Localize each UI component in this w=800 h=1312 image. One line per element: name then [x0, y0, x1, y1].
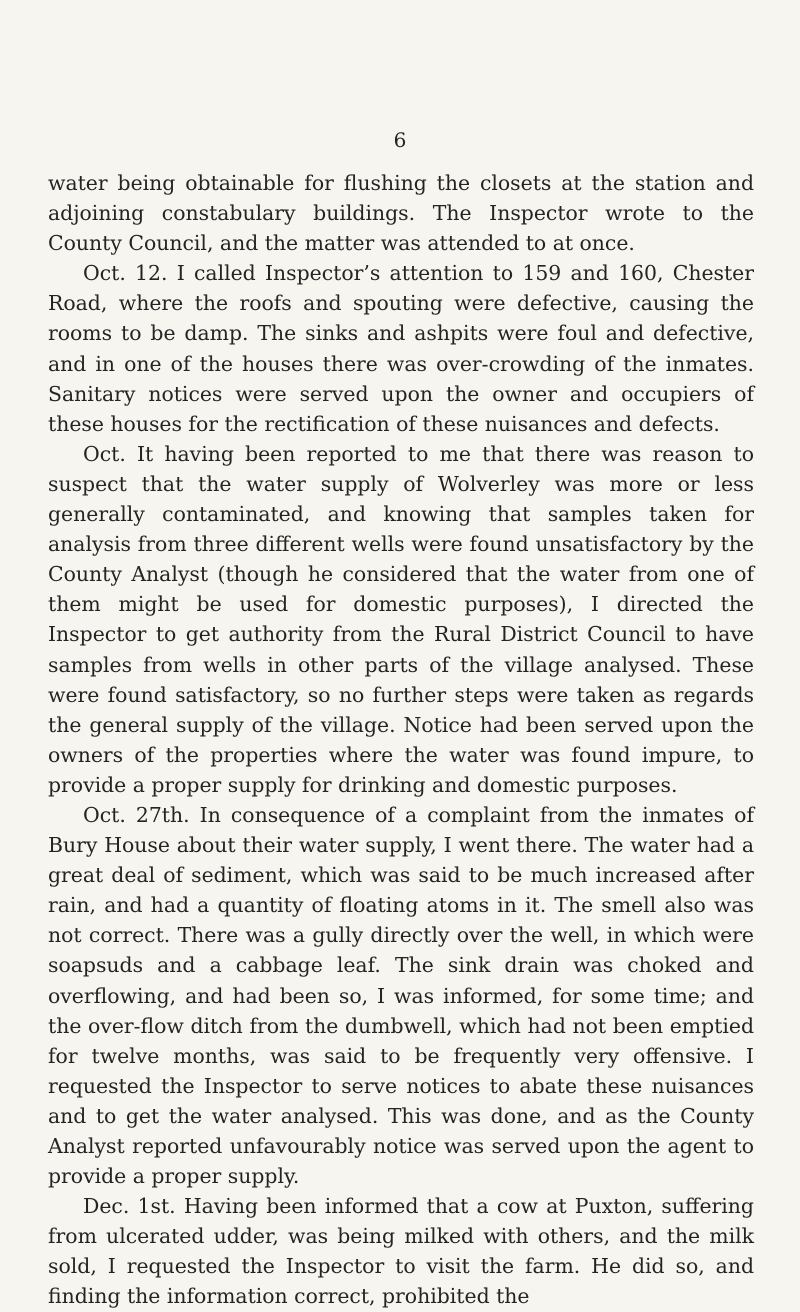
- body-text: [48, 168, 754, 1312]
- paragraph-oct-wolverley: Oct. It having been reported to me that there was reason to suspect that the water supply of Wolverley was more or less generally contaminated, and knowing that samples taken for analysis from three different wells were found unsatisfactory by the County Analyst (though he considered that the water from one of them might be used for domestic purposes), I directed the Inspector to get authority from the Rural District Council to have samples from wells in other parts of the village analysed. These were found satisfactory, so no further steps were taken as regards the general supply of the village. Notice had been served upon the owners of the properties where the water was found impure, to provide a proper supply for drinking and domestic purposes.: [48, 441, 754, 797]
- paragraph-dec-1st: Dec. 1st. Having been informed that a cow at Puxton, suffering from ulcerated udder, was being milked with others, and the milk sold, I requested the Inspector to visit the farm. He did so, and finding the information correct, prohibited the: [48, 1194, 754, 1309]
- paragraph-oct-27th: Oct. 27th. In consequence of a complaint from the inmates of Bury House about their water supply, I went there. The water had a great deal of sediment, which was said to be much increased after rain, and had a quantity of floating atoms in it. The smell also was not correct. There was a gully directly over the well, in which were soapsuds and a cabbage leaf. The sink drain was choked and overflowing, and had been so, I was informed, for some time; and the over-flow ditch from the dumbwell, which had not been emptied for twelve months, was said to be frequently very offensive. I requested the Inspector to serve notices to abate these nuisances and to get the water analysed. This was done, and as the County Analyst reported unfavourably notice was served upon the agent to provide a proper supply.: [48, 802, 754, 1189]
- paragraph-oct-12: Oct. 12. I called Inspector’s attention to 159 and 160, Chester Road, where the roofs and spouting were defective, causing the rooms to be damp. The sinks and ashpits were foul and defective, and in one of the houses there was over-crowding of the inmates. Sanitary notices were served upon the owner and occupiers of these houses for the rectification of these nuisances and defects.: [48, 261, 754, 436]
- page-number: 6: [393, 128, 407, 152]
- paragraph-continuation: water being obtainable for flushing the closets at the station and adjoining constabulary buildings. The Inspector wrote to the County Council, and the matter was attended to at once.: [48, 171, 754, 256]
